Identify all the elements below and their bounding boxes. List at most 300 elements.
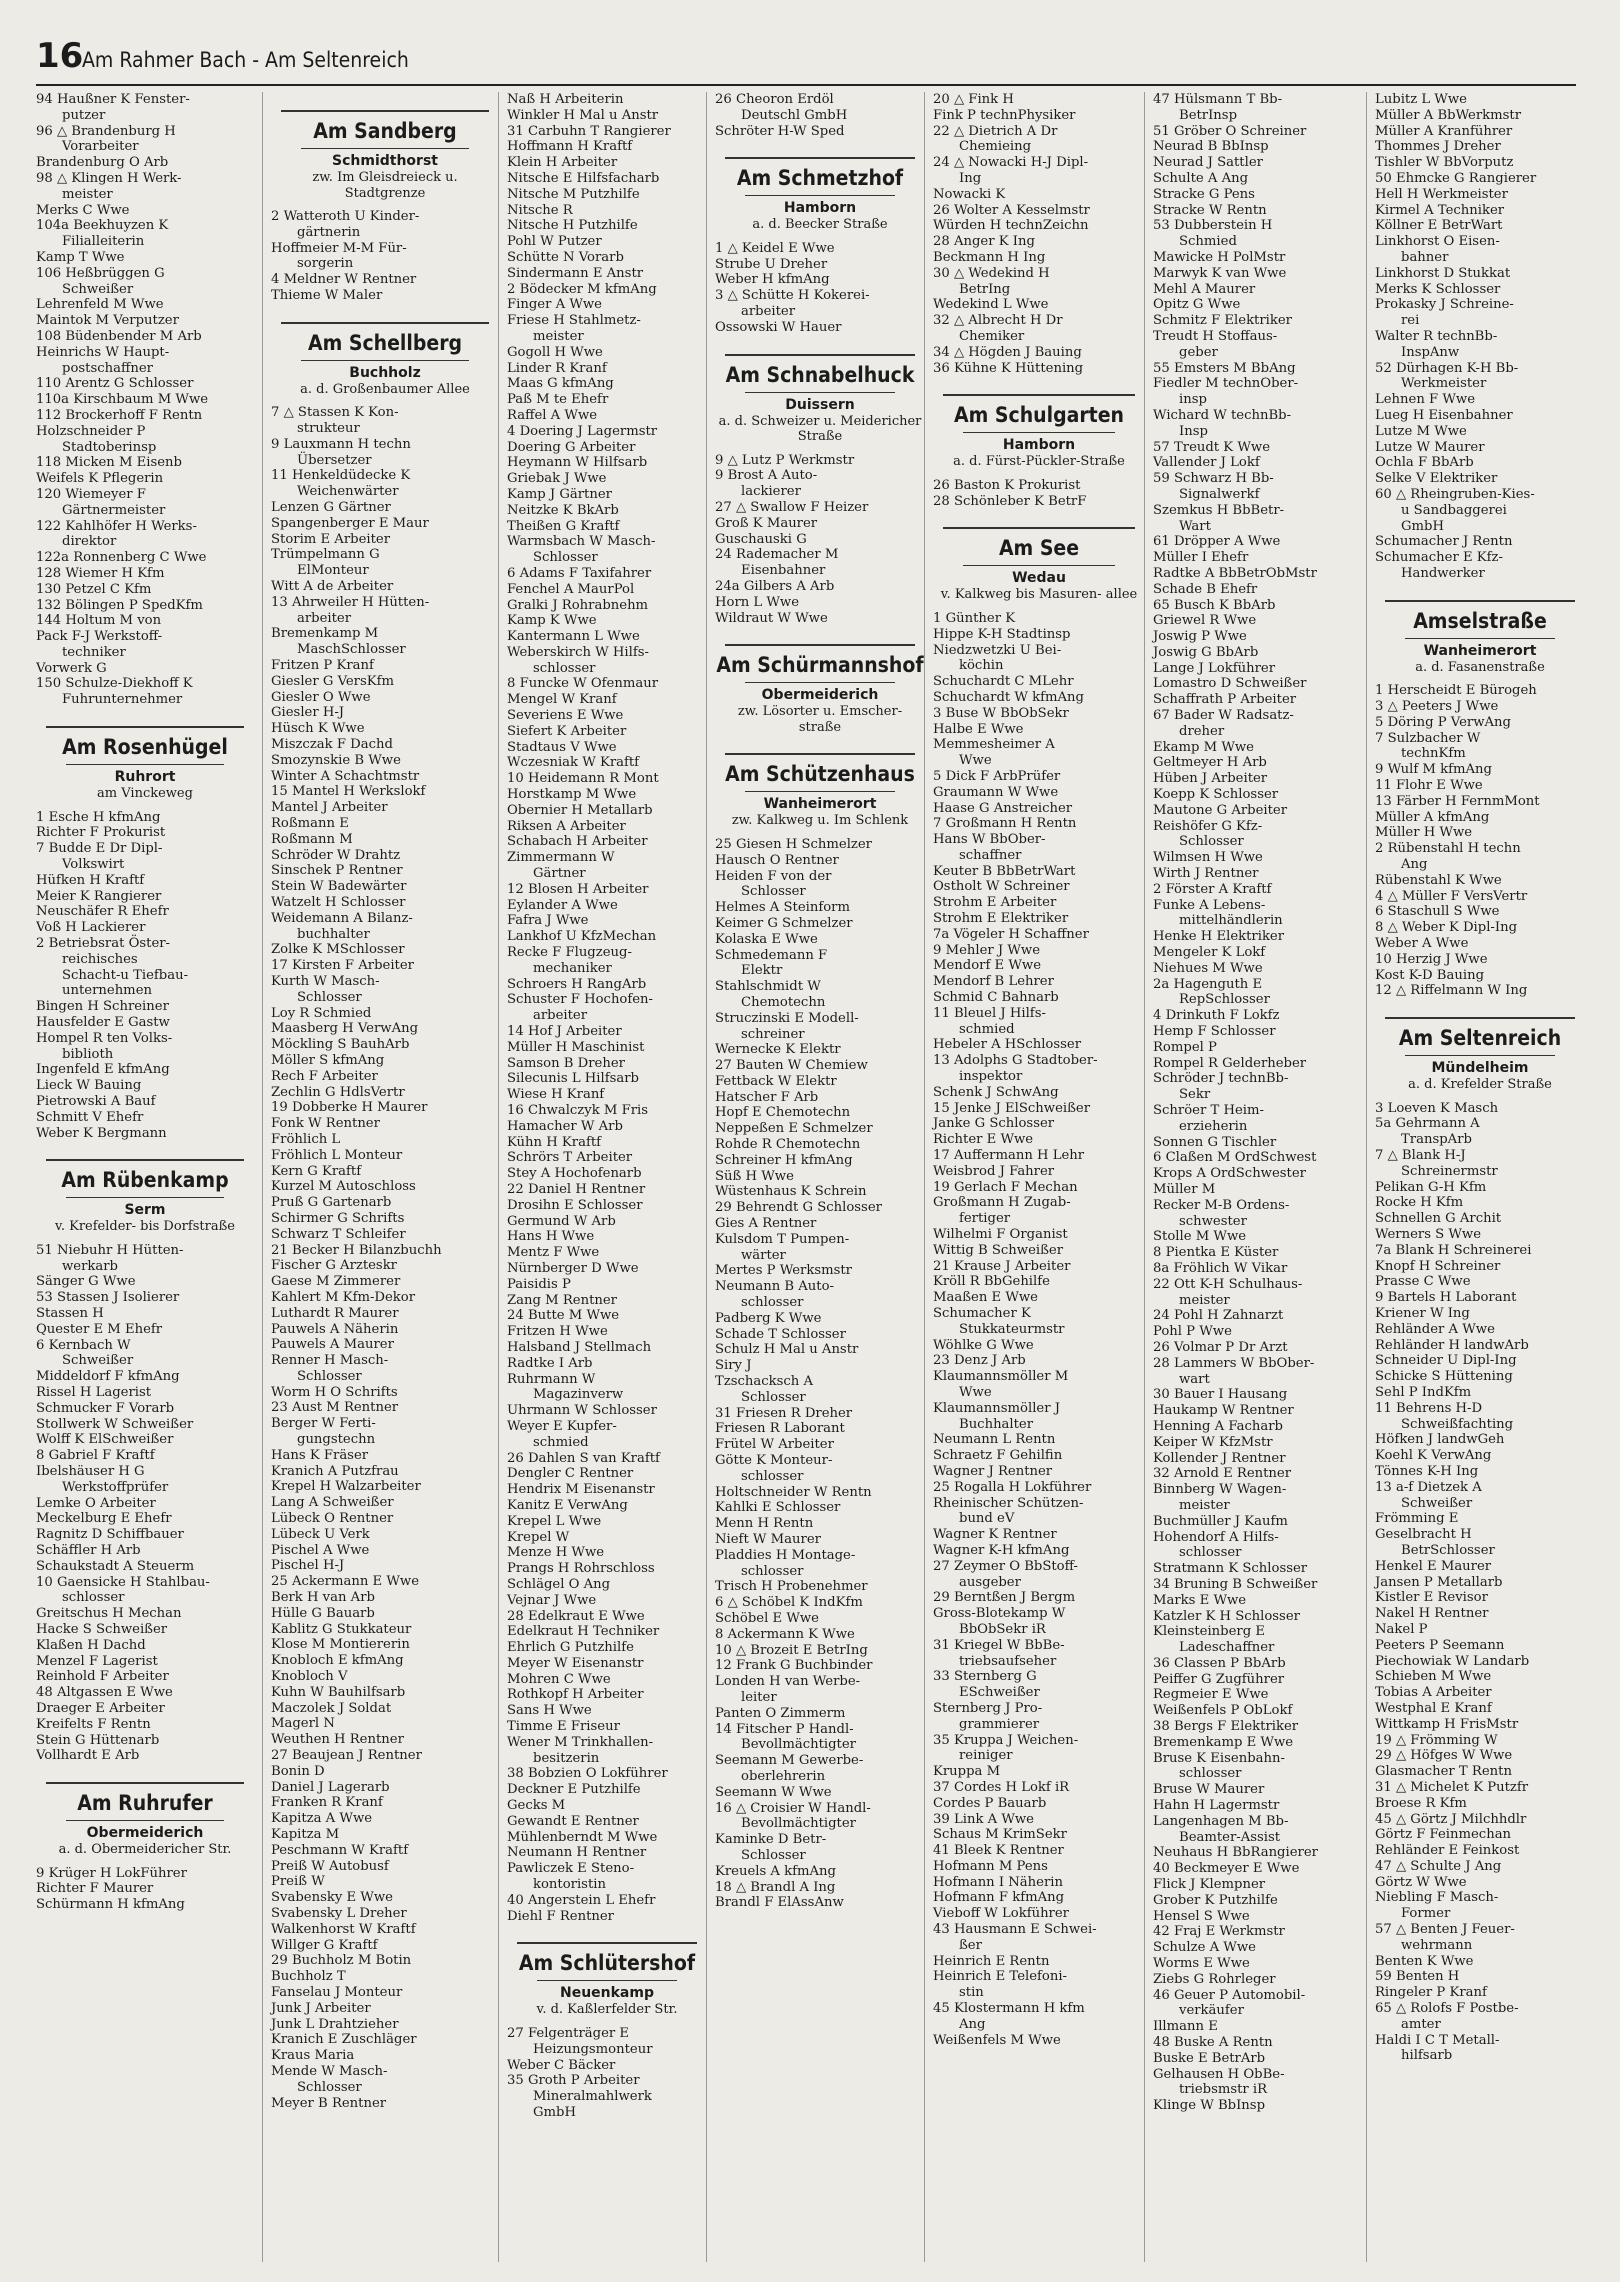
resident-entry: Holtschneider W Rentn [715, 1484, 872, 1500]
resident-entry: Linkhorst D Stukkat [1375, 265, 1511, 281]
resident-entry: 12 Blosen H Arbeiter [507, 881, 649, 897]
resident-entry: Schürmann H kfmAng [36, 1897, 185, 1913]
resident-entry: Friesen R Laborant [715, 1421, 845, 1437]
resident-entry: Schröder W Drahtz [271, 847, 401, 863]
resident-entry: Sternberg J Pro- [933, 1700, 1043, 1716]
resident-entry: 22 Daniel H Rentner [507, 1181, 646, 1197]
resident-entry: Timme E Friseur [507, 1719, 620, 1735]
resident-entry: Halbe E Wwe [933, 721, 1024, 737]
resident-entry: Schmitt V Ehefr [36, 1109, 144, 1125]
resident-entry: Keuter B BbBetrWart [933, 863, 1076, 879]
entry-continuation: Volkswirt [62, 856, 125, 872]
resident-entry: Uhrmann W Schlosser [507, 1403, 657, 1419]
entry-continuation: schlosser [1179, 1545, 1242, 1561]
resident-entry: Klein H Arbeiter [507, 155, 618, 171]
column-3 [498, 92, 707, 2262]
resident-entry: Sinschek P Rentner [271, 863, 403, 879]
district-name: Hamborn [1002, 437, 1076, 454]
resident-entry: Heiden F von der [715, 868, 832, 884]
entry-continuation: Schweißfachting [1401, 1416, 1514, 1432]
resident-entry: Brandenburg O Arb [36, 155, 169, 171]
resident-entry: Kapitza M [271, 1827, 340, 1842]
resident-entry: 19 △ Frömming W [1375, 1732, 1498, 1748]
entry-continuation: ßer [959, 1937, 982, 1953]
resident-entry: Holzschneider P [36, 423, 146, 439]
resident-entry: Sehl P IndKfm [1375, 1384, 1472, 1400]
section-rule [46, 726, 244, 728]
entry-continuation: Vorarbeiter [62, 139, 139, 155]
resident-entry: Merks K Schlosser [1375, 281, 1501, 297]
entry-continuation: Stadtoberinsp [62, 439, 157, 455]
resident-entry: 8 Ackermann K Wwe [715, 1626, 855, 1642]
resident-entry: 61 Dröpper A Wwe [1153, 534, 1281, 550]
resident-entry: Wiese H Kranf [507, 1087, 605, 1103]
resident-entry: Schraetz F Gehilfin [933, 1448, 1063, 1464]
street-location: a. d. Krefelder Straße [1408, 1077, 1552, 1093]
resident-entry: 36 Kühne K Hüttening [933, 360, 1084, 376]
resident-entry: Luthardt R Maurer [271, 1305, 399, 1321]
resident-entry: Hofmann F kfmAng [933, 1890, 1065, 1906]
entry-continuation: reiniger [959, 1748, 1013, 1764]
resident-entry: Smozynskie B Wwe [271, 752, 401, 768]
resident-entry: Görtz F Feinmechan [1375, 1827, 1512, 1843]
resident-entry: Bremenkamp E Wwe [1153, 1734, 1294, 1750]
resident-entry: 2 Betriebsrat Öster- [36, 935, 171, 951]
entry-continuation: BetrSchlosser [1401, 1542, 1495, 1558]
resident-entry: Hoffmeier M-M Für- [271, 240, 407, 256]
street-location: zw. Kalkweg u. Im Schlenk [731, 813, 909, 829]
entry-continuation: wehrmann [1401, 1937, 1473, 1953]
entry-continuation: Bevollmächtigter [741, 1816, 856, 1832]
resident-entry: Lankhof U KfzMechan [507, 929, 657, 945]
resident-entry: Wildraut W Wwe [715, 610, 828, 626]
resident-entry: Fröhlich L Monteur [271, 1147, 403, 1163]
resident-entry: Kamp T Wwe [36, 249, 125, 265]
entry-continuation: gungstechn [297, 1432, 376, 1448]
resident-entry: 24 Rademacher M [715, 547, 839, 563]
resident-entry: Zolke K MSchlosser [271, 942, 405, 958]
resident-entry: Greitschus H Mechan [36, 1606, 182, 1622]
resident-entry: Rohde R Chemotechn [715, 1137, 861, 1153]
section-rule [745, 791, 895, 792]
resident-entry: Schade B Ehefr [1153, 581, 1258, 597]
resident-entry: Schröer T Heim- [1153, 1103, 1264, 1118]
resident-entry: 17 Auffermann H Lehr [933, 1148, 1085, 1164]
resident-entry: Griebak J Wwe [507, 471, 607, 487]
resident-entry: Giesler H-J [271, 705, 345, 721]
resident-entry: 37 Cordes H Lokf iR [933, 1779, 1070, 1795]
resident-entry: Linder R Kranf [507, 360, 607, 376]
resident-entry: Winter A Schachtmstr [271, 768, 420, 784]
resident-entry: Janke G Schlosser [933, 1116, 1055, 1132]
resident-entry: Kantermann L Wwe [507, 629, 640, 645]
resident-entry: Vorwerk G [36, 660, 107, 676]
resident-entry: Drosihn E Schlosser [507, 1197, 643, 1213]
section-rule [1405, 638, 1555, 639]
resident-entry: Kröll R BbGehilfe [933, 1274, 1050, 1290]
resident-entry: 26 Baston K Prokurist [933, 477, 1081, 493]
resident-entry: Stassen H [36, 1306, 104, 1321]
resident-entry: Neumann B Auto- [715, 1279, 834, 1295]
resident-entry: 24a Gilbers A Arb [715, 579, 835, 595]
entry-continuation: schlosser [533, 660, 596, 676]
running-title: Am Rahmer Bach - Am Seltenreich [82, 48, 409, 72]
resident-entry: Wczesniak W Kraftf [507, 755, 640, 771]
street-location: a. d. Fasanenstraße [1415, 659, 1545, 675]
district-name: Neuenkamp [559, 1985, 654, 2002]
resident-entry: Hebeler A HSchlosser [933, 1037, 1081, 1053]
entry-continuation: besitzerin [533, 1750, 600, 1766]
resident-entry: 10 Herzig J Wwe [1375, 951, 1488, 967]
resident-entry: Keiper W KfzMstr [1153, 1434, 1273, 1450]
resident-entry: Wichard W technBb- [1153, 407, 1292, 423]
resident-entry: Schröter H-W Sped [715, 123, 845, 139]
resident-entry: 25 Giesen H Schmelzer [715, 836, 872, 852]
resident-entry: Heinrichs W Haupt- [36, 344, 170, 360]
resident-entry: 26 Dahlen S van Kraftf [507, 1450, 660, 1466]
resident-entry: 128 Wiemer H Kfm [36, 565, 165, 581]
resident-entry: 31 △ Michelet K Putzfr [1375, 1779, 1529, 1795]
entry-continuation: strukteur [297, 421, 360, 437]
resident-entry: 2 Förster A Kraftf [1153, 881, 1272, 897]
section-rule [725, 157, 915, 159]
resident-entry: 2 Rübenstahl H techn [1375, 841, 1521, 857]
resident-entry: Hans K Fräser [271, 1447, 369, 1463]
resident-entry: Kamp J Gärtner [507, 486, 612, 502]
resident-entry: Stadtaus V Wwe [507, 739, 617, 755]
resident-entry: 29 Buchholz M Botin [271, 1953, 412, 1969]
resident-entry: Stracke W Rentn [1153, 202, 1267, 218]
resident-entry: Schuchardt W kfmAng [933, 689, 1084, 705]
resident-entry: Stein W Badewärter [271, 879, 407, 895]
resident-entry: Hofmann M Pens [933, 1858, 1048, 1874]
resident-entry: Ziebs G Rohrleger [1153, 1971, 1276, 1987]
resident-entry: Nowacki K [933, 186, 1006, 202]
resident-entry: Peeters P Seemann [1375, 1637, 1505, 1653]
resident-entry: Schreiner H kfmAng [715, 1152, 853, 1168]
entry-continuation: technKfm [1401, 746, 1466, 762]
resident-entry: Germund W Arb [507, 1213, 616, 1229]
resident-entry: Trümpelmann G [271, 547, 380, 563]
entry-continuation: Wart [1179, 518, 1211, 534]
resident-entry: 24 Pohl H Zahnarzt [1153, 1308, 1284, 1324]
resident-entry: Joswig G BbArb [1153, 644, 1259, 660]
resident-entry: Junk L Drahtzieher [271, 2016, 399, 2032]
resident-entry: 16 Chwalczyk M Fris [507, 1103, 649, 1118]
resident-entry: Paisidis P [507, 1276, 571, 1292]
resident-entry: Knopf H Schreiner [1375, 1258, 1501, 1274]
resident-entry: Hoffmann H Kraftf [507, 139, 633, 155]
entry-continuation: Werkmeister [1401, 376, 1487, 392]
entry-continuation: schmied [533, 1434, 589, 1450]
entry-continuation: putzer [62, 107, 106, 123]
street-heading: Am Schlütershof [518, 1951, 696, 1976]
entry-continuation: direktor [62, 534, 117, 550]
resident-entry: Vejnar J Wwe [507, 1592, 597, 1608]
resident-entry: 31 Carbuhn T Rangierer [507, 123, 671, 139]
resident-entry: Bruse W Maurer [1153, 1782, 1265, 1798]
resident-entry: Schmitz F Elektriker [1153, 313, 1292, 329]
entry-continuation: Mineralmahlwerk [533, 2089, 652, 2105]
resident-entry: Beckmann H Ing [933, 249, 1046, 265]
resident-entry: 25 Rogalla H Lokführer [933, 1479, 1092, 1495]
resident-entry: Kahlert M Kfm-Dekor [271, 1289, 416, 1305]
resident-entry: 55 Emsters M BbAng [1153, 360, 1296, 376]
entry-continuation: Fuhrunternehmer [62, 692, 183, 708]
entry-continuation: Buchhalter [959, 1416, 1034, 1432]
resident-entry: Doering G Arbeiter [507, 439, 636, 455]
resident-entry: Mohren C Wwe [507, 1671, 611, 1687]
section-rule [46, 1159, 244, 1161]
resident-entry: 38 Bobzien O Lokführer [507, 1766, 668, 1782]
resident-entry: Sindermann E Anstr [507, 265, 644, 281]
resident-entry: 25 Ackermann E Wwe [271, 1574, 419, 1590]
entry-continuation: triebsmstr iR [1179, 2082, 1268, 2098]
resident-entry: Mentz F Wwe [507, 1245, 600, 1261]
entry-continuation: Ing [959, 170, 982, 186]
resident-entry: 47 △ Schulte J Ang [1375, 1858, 1502, 1874]
resident-entry: 57 Treudt K Wwe [1153, 439, 1270, 455]
resident-entry: Stahlschmidt W [715, 979, 821, 995]
entry-continuation: Schmied [1179, 234, 1237, 250]
page-number: 16 [36, 36, 84, 76]
resident-entry: Siry J [715, 1358, 752, 1374]
entry-continuation: mittelhändlerin [1179, 913, 1283, 929]
resident-entry: Pladdies H Montage- [715, 1547, 856, 1563]
resident-entry: Süß H Wwe [715, 1168, 794, 1184]
resident-entry: Mawicke H PolMstr [1153, 249, 1286, 265]
resident-entry: 110 Arentz G Schlosser [36, 376, 194, 392]
resident-entry: Hacke S Schweißer [36, 1621, 168, 1637]
resident-entry: 21 Krause J Arbeiter [933, 1258, 1071, 1274]
resident-entry: Menn H Rentn [715, 1516, 814, 1532]
entry-continuation: wärter [741, 1247, 786, 1263]
resident-entry: Fritzen P Kranf [271, 658, 374, 674]
entry-continuation: GmbH [1401, 518, 1444, 534]
section-rule [745, 682, 895, 683]
resident-entry: Spangenberger E Maur [271, 515, 429, 531]
entry-continuation: mechaniker [533, 960, 612, 976]
resident-entry: Schroers H RangArb [507, 976, 647, 992]
resident-entry: Neurad B BbInsp [1153, 139, 1269, 155]
resident-entry: Schicke S Hüttening [1375, 1369, 1513, 1385]
resident-entry: Peschmann W Kraftf [271, 1842, 409, 1858]
resident-entry: 3 Loeven K Masch [1375, 1100, 1499, 1116]
resident-entry: Fettback W Elektr [715, 1073, 837, 1089]
resident-entry: 14 Fitscher P Handl- [715, 1721, 854, 1737]
resident-entry: Rech F Arbeiter [271, 1068, 378, 1084]
section-rule [725, 753, 915, 755]
entry-continuation: Bevollmächtigter [741, 1737, 856, 1753]
entry-continuation: sorgerin [297, 256, 354, 272]
resident-entry: Kahlki E Schlosser [715, 1500, 841, 1516]
resident-entry: Hofmann I Näherin [933, 1874, 1063, 1890]
entry-continuation: GmbH [533, 2104, 576, 2120]
resident-entry: Ringeler P Kranf [1375, 1985, 1487, 2001]
resident-entry: Obernier H Metallarb [507, 802, 653, 818]
resident-entry: Hompel R ten Volks- [36, 1030, 173, 1046]
resident-entry: Koehl K VerwAng [1375, 1448, 1492, 1464]
entry-continuation: schlosser [62, 1590, 125, 1606]
resident-entry: Warmsbach W Masch- [507, 534, 656, 550]
resident-entry: Opitz G Wwe [1153, 297, 1241, 313]
resident-entry: 6 Adams F Taxifahrer [507, 565, 652, 581]
resident-entry: 50 Ehmcke G Rangierer [1375, 170, 1537, 186]
resident-entry: Pischel H-J [271, 1558, 345, 1574]
resident-entry: 67 Bader W Radsatz- [1153, 708, 1294, 724]
resident-entry: 24 Butte M Wwe [507, 1308, 620, 1324]
resident-entry: Niehues M Wwe [1153, 960, 1263, 976]
resident-entry: Wirth J Rentner [1153, 866, 1259, 882]
resident-entry: Svabensky E Wwe [271, 1890, 393, 1906]
resident-entry: 65 Busch K BbArb [1153, 597, 1276, 613]
resident-entry: Schöbel E Wwe [715, 1610, 819, 1626]
resident-entry: Schulte A Ang [1153, 170, 1249, 186]
resident-entry: Hopf E Chemotechn [715, 1105, 851, 1121]
column-4 [706, 92, 925, 2262]
section-rule [46, 1782, 244, 1784]
resident-entry: 27 Beaujean J Rentner [271, 1748, 422, 1764]
section-rule [1385, 1017, 1575, 1019]
street-location: v. d. Kaßlerfelder Str. [536, 2002, 678, 2018]
resident-entry: 32 Arnold E Rentner [1153, 1466, 1292, 1482]
resident-entry: 23 Denz J Arb [933, 1353, 1026, 1369]
street-location: am Vinckeweg [97, 786, 193, 802]
resident-entry: Berger W Ferti- [271, 1416, 376, 1432]
resident-entry: Neumann L Rentn [933, 1432, 1056, 1448]
resident-entry: Stey A Hochofenarb [507, 1166, 642, 1182]
resident-entry: Weisbrod J Fahrer [933, 1163, 1055, 1179]
resident-entry: Weber C Bäcker [507, 2057, 616, 2073]
resident-entry: Ibelshäuser H G [36, 1463, 145, 1479]
resident-entry: Halsband J Stellmach [507, 1339, 652, 1355]
resident-entry: 6 △ Schöbel K IndKfm [715, 1595, 863, 1611]
resident-entry: Görtz W Wwe [1375, 1874, 1467, 1890]
resident-entry: 7 Großmann H Rentn [933, 816, 1077, 832]
resident-entry: Witt A de Arbeiter [271, 579, 394, 595]
resident-entry: Stolle M Wwe [1153, 1229, 1247, 1245]
section-rule [745, 392, 895, 393]
resident-entry: 150 Schulze-Diekhoff K [36, 676, 193, 692]
resident-entry: Nakel P [1375, 1621, 1428, 1637]
resident-entry: 14 Hof J Arbeiter [507, 1024, 622, 1040]
resident-entry: Sans H Wwe [507, 1703, 592, 1719]
resident-entry: Schade T Schlosser [715, 1326, 846, 1342]
resident-entry: Tzschacksch A [715, 1374, 813, 1390]
resident-entry: Fenchel A MaurPol [507, 581, 635, 597]
resident-entry: Krepel W [507, 1529, 570, 1545]
resident-entry: Knobloch V [271, 1669, 348, 1685]
resident-entry: Lubitz L Wwe [1375, 92, 1467, 107]
resident-entry: Rehländer E Feinkost [1375, 1843, 1520, 1859]
section-rule [1405, 1055, 1555, 1056]
resident-entry: 9 Brost A Auto- [715, 468, 818, 484]
resident-entry: 4 Doering J Lagermstr [507, 423, 658, 439]
resident-entry: 34 △ Högden J Bauing [933, 344, 1082, 360]
section-rule [943, 527, 1135, 529]
resident-entry: Jansen P Metallarb [1375, 1574, 1503, 1590]
entry-continuation: arbeiter [741, 304, 796, 320]
resident-entry: 53 Dubberstein H [1153, 218, 1273, 234]
resident-entry: 110a Kirschbaum M Wwe [36, 392, 209, 408]
resident-entry: Weißenfels P ObLokf [1153, 1703, 1293, 1719]
resident-entry: Gelhausen H ObBe- [1153, 2066, 1285, 2082]
resident-entry: Broese R Kfm [1375, 1795, 1467, 1811]
resident-entry: Worm H O Schrifts [271, 1384, 398, 1400]
resident-entry: Zechlin G HdlsVertr [271, 1084, 405, 1100]
resident-entry: 34 Bruning B Schweißer [1153, 1576, 1318, 1592]
street-section [715, 157, 925, 233]
resident-entry: Funke A Lebens- [1153, 897, 1266, 913]
resident-entry: Struczinski E Modell- [715, 1010, 859, 1026]
entry-continuation: InspAnw [1401, 344, 1460, 360]
resident-entry: Sonnen G Tischler [1153, 1134, 1277, 1150]
resident-entry: Wittig B Schweißer [933, 1242, 1064, 1258]
resident-entry: Radtke A BbBetrObMstr [1153, 565, 1317, 581]
column-7 [1366, 92, 1585, 2262]
resident-entry: Pack F-J Werkstoff- [36, 629, 163, 645]
resident-entry: Winkler H Mal u Anstr [507, 107, 659, 123]
resident-entry: Mendorf B Lehrer [933, 974, 1054, 990]
resident-entry: Riksen A Arbeiter [507, 818, 626, 834]
resident-entry: Kamp K Wwe [507, 613, 597, 629]
resident-entry: Treudt H Stoffaus- [1153, 328, 1278, 344]
street-section [933, 527, 1145, 603]
resident-entry: Zang M Rentner [507, 1292, 617, 1308]
resident-entry: Krepel H Walzarbeiter [271, 1479, 421, 1495]
resident-entry: Stein G Hüttenarb [36, 1732, 160, 1748]
entry-continuation: Wwe [959, 753, 992, 769]
resident-entry: Lemke O Arbeiter [36, 1495, 156, 1511]
resident-entry: Lübeck U Verk [271, 1526, 370, 1542]
resident-entry: 48 Altgassen E Wwe [36, 1685, 173, 1701]
resident-entry: Frütel W Arbeiter [715, 1437, 834, 1453]
resident-entry: Ostholt W Schreiner [933, 879, 1070, 895]
entry-continuation: oberlehrerin [741, 1768, 826, 1784]
resident-entry: 2 Watteroth U Kinder- [271, 209, 420, 224]
entry-continuation: Schlosser [533, 550, 598, 566]
entry-continuation: schlosser [741, 1295, 804, 1311]
resident-entry: Tobias A Arbeiter [1375, 1685, 1492, 1701]
entry-continuation: Schweißer [62, 281, 134, 297]
resident-entry: Marks E Wwe [1153, 1592, 1247, 1608]
resident-entry: Memmesheimer A [933, 737, 1055, 753]
entry-continuation: Gärtnermeister [62, 502, 166, 518]
resident-entry: Draeger E Arbeiter [36, 1700, 165, 1716]
resident-entry: Weyer E Kupfer- [507, 1418, 617, 1434]
resident-entry: Krops A OrdSchwester [1153, 1166, 1306, 1182]
resident-entry: Pohl P Wwe [1153, 1324, 1232, 1340]
resident-entry: 26 Wolter A Kesselmstr [933, 202, 1090, 218]
resident-entry: Benten K Wwe [1375, 1953, 1474, 1969]
resident-entry: 3 △ Schütte H Kokerei- [715, 288, 870, 304]
resident-entry: Rompel R Gelderheber [1153, 1055, 1307, 1071]
resident-entry: Storim E Arbeiter [271, 531, 391, 547]
resident-entry: Henkel E Maurer [1375, 1558, 1492, 1574]
resident-entry: 19 Dobberke H Maurer [271, 1100, 428, 1116]
resident-entry: Roßmann E [271, 816, 349, 831]
resident-entry: Lehrenfeld M Wwe [36, 297, 164, 313]
resident-entry: Lutze W Maurer [1375, 439, 1485, 455]
resident-entry: Weifels K Pflegerin [36, 471, 164, 487]
resident-entry: 51 Niebuhr H Hütten- [36, 1242, 184, 1258]
resident-entry: Mühlenberndt M Wwe [507, 1829, 658, 1845]
resident-entry: 4 △ Müller F VersVertr [1375, 888, 1528, 904]
resident-entry: Wolff K ElSchweißer [36, 1432, 174, 1448]
resident-entry: Ekamp M Wwe [1153, 739, 1254, 755]
resident-entry: Hell H Werkmeister [1375, 186, 1508, 202]
resident-entry: Schmucker F Vorarb [36, 1400, 175, 1416]
